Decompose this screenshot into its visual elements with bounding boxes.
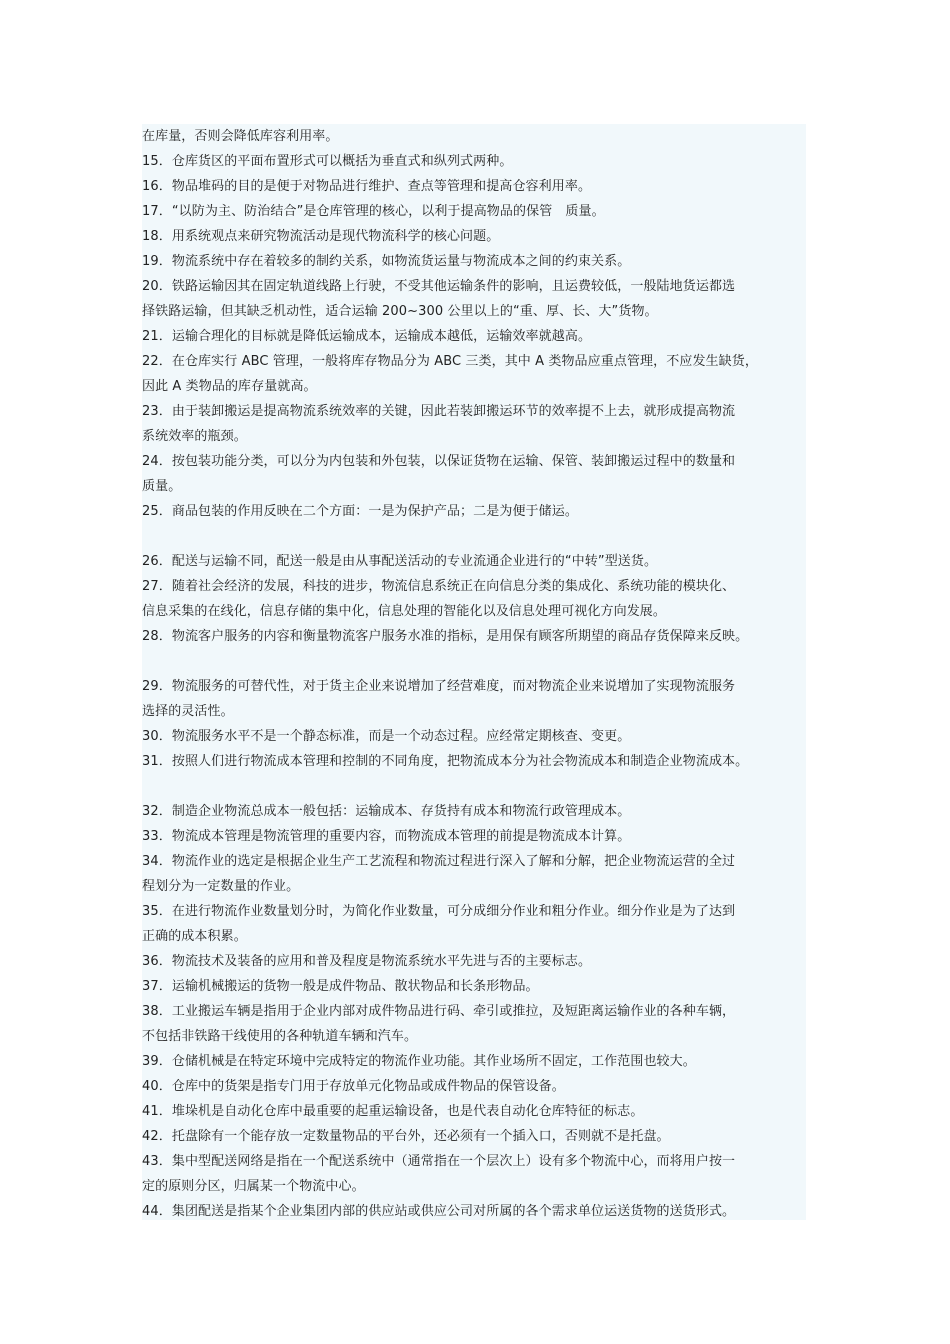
text-line: 39．仓储机械是在特定环境中完成特定的物流作业功能。其作业场所不固定，工作范围也较大。 xyxy=(142,1054,696,1069)
text-line: 不包括非铁路干线使用的各种轨道车辆和汽车。 xyxy=(142,1029,418,1044)
text-line: 28．物流客户服务的内容和衡量物流客户服务水准的指标，是用保有顾客所期望的商品存货保障来反映。 xyxy=(142,629,749,644)
text-line: 19．物流系统中存在着较多的制约关系，如物流货运量与物流成本之间的约束关系。 xyxy=(142,254,631,269)
text-line: 43．集中型配送网络是指在一个配送系统中（通常指在一个层次上）设有多个物流中心，而将用户按一 xyxy=(142,1154,736,1169)
text-line: 21．运输合理化的目标就是降低运输成本，运输成本越低，运输效率就越高。 xyxy=(142,329,592,344)
text-line: 定的原则分区，归属某一个物流中心。 xyxy=(142,1179,365,1194)
text-line: 25．商品包装的作用反映在二个方面：一是为保护产品；二是为便于储运。 xyxy=(142,504,578,519)
blank-line xyxy=(142,774,806,799)
text-line: 41．堆垛机是自动化仓库中最重要的起重运输设备，也是代表自动化仓库特征的标志。 xyxy=(142,1104,644,1119)
text-line: 17．“以防为主、防治结合”是仓库管理的核心，以利于提高物品的保管 质量。 xyxy=(142,204,605,219)
text-line: 24．按包装功能分类，可以分为内包装和外包装，以保证货物在运输、保管、装卸搬运过程中的数量和 xyxy=(142,454,736,469)
text-line: 质量。 xyxy=(142,479,182,494)
text-line: 在库量，否则会降低库容利用率。 xyxy=(142,129,339,144)
text-line: 信息采集的在线化，信息存储的集中化，信息处理的智能化以及信息处理可视化方向发展。 xyxy=(142,604,667,619)
text-line: 33．物流成本管理是物流管理的重要内容，而物流成本管理的前提是物流成本计算。 xyxy=(142,829,631,844)
text-line: 18．用系统观点来研究物流活动是现代物流科学的核心问题。 xyxy=(142,229,500,244)
text-line: 26．配送与运输不同，配送一般是由从事配送活动的专业流通企业进行的“中转”型送货。 xyxy=(142,554,658,569)
text-line: 36．物流技术及装备的应用和普及程度是物流系统水平先进与否的主要标志。 xyxy=(142,954,592,969)
text-line: 40．仓库中的货架是指专门用于存放单元化物品或成件物品的保管设备。 xyxy=(142,1079,565,1094)
text-line: 44．集团配送是指某个企业集团内部的供应站或供应公司对所属的各个需求单位运送货物的送货形式。 xyxy=(142,1204,736,1219)
text-line: 35．在进行物流作业数量划分时，为简化作业数量，可分成细分作业和粗分作业。细分作业是为了达到 xyxy=(142,904,736,919)
text-line: 23．由于装卸搬运是提高物流系统效率的关键，因此若装卸搬运环节的效率提不上去，就形成提高物流 xyxy=(142,404,736,419)
text-line: 20．铁路运输因其在固定轨道线路上行驶，不受其他运输条件的影响，且运费较低，一般陆地货运都选 xyxy=(142,279,736,294)
text-line: 15．仓库货区的平面布置形式可以概括为垂直式和纵列式两种。 xyxy=(142,154,513,169)
text-line: 27．随着社会经济的发展，科技的进步，物流信息系统正在向信息分类的集成化、系统功能的模块化、 xyxy=(142,579,736,594)
blank-line xyxy=(142,524,806,549)
text-line: 37．运输机械搬运的货物一般是成件物品、散状物品和长条形物品。 xyxy=(142,979,539,994)
document-text-block xyxy=(142,124,806,1220)
text-line: 程划分为一定数量的作业。 xyxy=(142,879,300,894)
text-line: 选择的灵活性。 xyxy=(142,704,234,719)
text-line: 42．托盘除有一个能存放一定数量物品的平台外，还必须有一个插入口，否则就不是托盘。 xyxy=(142,1129,670,1144)
text-line: 34．物流作业的选定是根据企业生产工艺流程和物流过程进行深入了解和分解，把企业物流运营的全过 xyxy=(142,854,736,869)
text-line: 29．物流服务的可替代性，对于货主企业来说增加了经营难度，而对物流企业来说增加了实现物流服务 xyxy=(142,679,736,694)
text-line: 系统效率的瓶颈。 xyxy=(142,429,247,444)
text-line: 38．工业搬运车辆是指用于企业内部对成件物品进行码、牵引或推拉，及短距离运输作业的各种车辆， xyxy=(142,1004,736,1019)
text-line: 正确的成本积累。 xyxy=(142,929,247,944)
blank-line xyxy=(142,649,806,674)
text-line: 22．在仓库实行 ABC 管理，一般将库存物品分为 ABC 三类，其中 A 类物品应重点管理，不应发生缺货， xyxy=(142,354,758,369)
text-line: 择铁路运输，但其缺乏机动性，适合运输 200~300 公里以上的“重、厚、长、大”货物。 xyxy=(142,304,658,319)
text-line: 31．按照人们进行物流成本管理和控制的不同角度，把物流成本分为社会物流成本和制造企业物流成本。 xyxy=(142,754,749,769)
text-line: 32．制造企业物流总成本一般包括：运输成本、存货持有成本和物流行政管理成本。 xyxy=(142,804,631,819)
text-line: 因此 A 类物品的库存量就高。 xyxy=(142,379,317,394)
text-line: 30．物流服务水平不是一个静态标准，而是一个动态过程。应经常定期核查、变更。 xyxy=(142,729,631,744)
text-line: 16．物品堆码的目的是便于对物品进行维护、查点等管理和提高仓容利用率。 xyxy=(142,179,592,194)
